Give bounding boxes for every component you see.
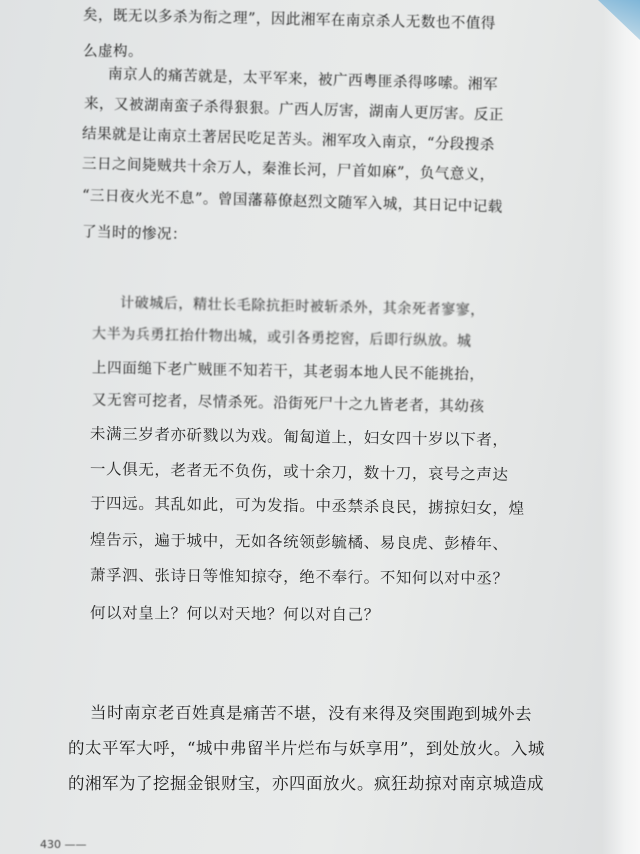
quote-line: 未满三岁者亦斫戮以为戏。匍匐道上，妇女四十岁以下者， [89,424,509,450]
quote-line: 煌告示，遍于城中，无如各统领彭毓橘、易良虎、彭椿年、 [89,530,509,554]
page-number: 430 [40,838,61,851]
intro-line: 三日之间毙贼共十余万人，秦淮长河，尸首如麻”，负气意义， [81,156,496,184]
intro-line: 来，又被湖南蛮子杀得狠狠。广西人厉害，湖南人更厉害。反正 [83,96,505,124]
closing-line: 当时南京老百姓真是痛苦不堪，没有来得及突围跑到城外去 [89,703,533,724]
running-title: —— [64,838,87,851]
closing-line: 的太平军大呼，“城中弗留半片烂布与妖享用”，到处放火。入城 [67,738,545,759]
quote-line: 又无窖可挖者，尽情杀死。沿街死尸十之九皆老者，其幼孩 [91,392,485,416]
quote-line: 何以对皇上？何以对天地？何以对自己？ [89,603,380,625]
quote-line: 大半为兵勇扛抬什物出城，或引各勇挖窖，后即行纵放。城 [91,326,472,350]
quote-line: 一人俱无，老者无不负伤，或十余刀，数十刀，哀号之声达 [89,460,509,484]
intro-line: 矣，既无以多杀为衔之理”，因此湘军在南京杀人无数也不值得 [82,7,497,33]
page-edge [602,0,640,854]
page-footer [40,838,87,851]
closing-line: 的湘军为了挖掘金银财宝，亦四面放火。疯狂劫掠对南京城造成 [68,774,544,793]
intro-line: 南京人的痛苦就是，太平军来，被广西粤匪杀得哆嗦。湘军 [107,66,499,94]
intro-line: “三日夜火光不息”。曾国藩幕僚赵烈文随军入城，其日记中记载 [81,188,503,216]
quote-line: 萧孚泗、张诗日等惟知掠夺，绝不奉行。不知何以对中丞？ [89,566,509,588]
quote-line: 于四远。其乱如此，可为发指。中丞禁杀良民，掳掠妇女，煌 [89,494,525,518]
intro-line: 么虚构。 [83,44,143,60]
intro-line: 了当时的惨况： [81,224,188,244]
intro-line: 结果就是让南京土著居民吃足苦头。湘军攻入南京，“分段搜杀 [81,126,496,154]
quote-line: 计破城后，精壮长毛除抗拒时被斩杀外，其余死者寥寥， [119,295,486,319]
quote-line: 上四面缒下老广贼匪不知若干，其老弱本地人民不能挑抬， [91,360,485,384]
